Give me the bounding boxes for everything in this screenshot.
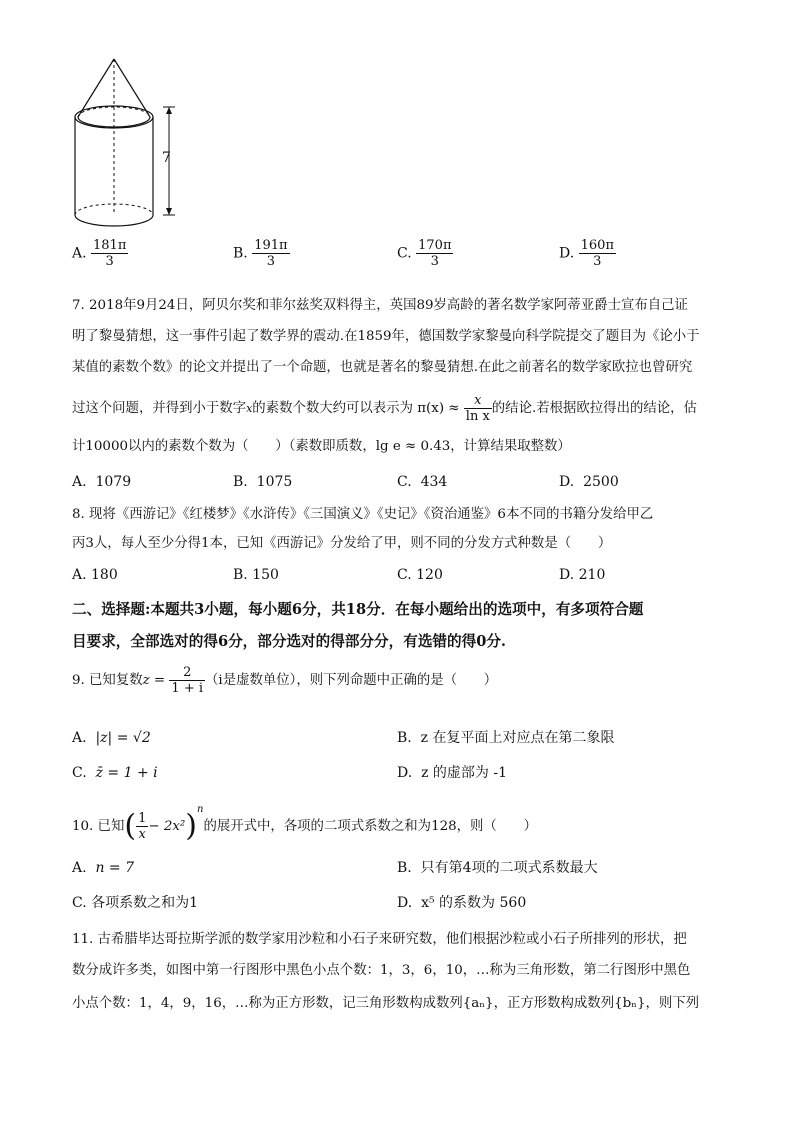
fraction: $\frac{x}{\text{ln x}}$ xyxy=(465,393,490,424)
q7-option-a[interactable]: A. 1079 xyxy=(72,474,132,490)
cone-cylinder-figure xyxy=(60,55,190,230)
q7-option-c[interactable]: C. 434 xyxy=(397,474,448,490)
q6-option-a[interactable] xyxy=(72,238,128,269)
fraction: $\frac{2}{1 + i}$ xyxy=(171,665,204,696)
q8-option-b[interactable]: B. 150 xyxy=(233,567,279,583)
q11-line-3: 小点个数：1，4，9，16，…称为正方形数，记三角形数构成数列{aₙ}，正方形数构成数列{bₙ}，则下列 xyxy=(72,996,700,1011)
section-2-heading-line-1: 二、选择题:本题共3小题，每小题6分，共18分．在每小题给出的选项中，有多项符合题 xyxy=(72,601,644,618)
section-2-heading-line-2: 目要求，全部选对的得6分，部分选对的得部分分，有选错的得0分. xyxy=(72,633,507,650)
figure-height-label: 7 xyxy=(162,150,171,166)
q7-line-4: 过这个问题，并得到小于数字x的素数个数大约可以表示为 π(x) ≈ $\frac{x}{\text{ln x}}$ 的结论.若根据欧拉得出的结论，估 xyxy=(72,393,697,424)
option-letter: C. xyxy=(397,245,412,262)
q9-stem: 9. 已知复数z = $\frac{2}{1 + i}$ （i是虚数单位），则下列命题中正确的是（ ） xyxy=(72,665,498,696)
q7-line-2: 明了黎曼猜想，这一事件引起了数学界的震动.在1859年，德国数学家黎曼向科学院提交了题目为《论小于 xyxy=(72,329,700,344)
q11-line-1: 11. 古希腊毕达哥拉斯学派的数学家用沙粒和小石子来研究数，他们根据沙粒或小石子所排列的形状，把 xyxy=(72,932,687,947)
pi-approx: π(x) ≈ xyxy=(417,401,460,416)
option-letter: A. xyxy=(72,245,87,262)
q9-option-c[interactable]: C. z̄ = 1 + i xyxy=(72,765,158,781)
option-letter: B. xyxy=(233,245,248,262)
option-letter: D. xyxy=(559,245,575,262)
q9-option-d[interactable]: D. z 的虚部为 -1 xyxy=(397,765,508,781)
q6-option-b[interactable] xyxy=(233,238,290,269)
q10-option-a[interactable]: A. n = 7 xyxy=(72,860,135,876)
fraction: $\frac{170\pi}{3}$ xyxy=(418,238,452,269)
q7-line-1: 7. 2018年9月24日，阿贝尔奖和菲尔兹奖双料得主，英国89岁高龄的著名数学家阿蒂亚爵士宣布自己证 xyxy=(72,298,688,313)
fraction: $\frac{160\pi}{3}$ xyxy=(580,238,614,269)
q9-option-a[interactable]: A. |z| = √2 xyxy=(72,730,151,746)
q6-option-c[interactable] xyxy=(397,238,453,269)
q11-line-2: 数分成许多类，如图中第一行图形中黑色小点个数：1，3，6，10，…称为三角形数，第二行图形中黑色 xyxy=(72,963,691,978)
q6-option-d[interactable] xyxy=(559,238,616,269)
q7-line-3: 某值的素数个数》的论文并提出了一个命题，也就是著名的黎曼猜想.在此之前著名的数学家欧拉也曾研究 xyxy=(72,360,693,375)
fraction: $\frac{1}{x}$ xyxy=(138,811,147,842)
fraction: $\frac{181\pi}{3}$ xyxy=(93,238,127,269)
q8-line-2: 丙3人，每人至少分得1本，已知《西游记》分发给了甲，则不同的分发方式种数是（ ） xyxy=(72,536,612,551)
q8-option-c[interactable]: C. 120 xyxy=(397,567,443,583)
q10-stem: 10. 已知( $\frac{1}{x}$ − 2x²)$^n$的展开式中，各项的二项式系数之和为128，则（ ） xyxy=(72,804,537,844)
fraction: $\frac{191\pi}{3}$ xyxy=(254,238,288,269)
q8-option-d[interactable]: D. 210 xyxy=(559,567,606,583)
q10-option-c[interactable]: C. 各项系数之和为1 xyxy=(72,895,199,911)
q7-line-5: 计10000以内的素数个数为（ ）（素数即质数，lg e ≈ 0.43，计算结果取整数） xyxy=(72,439,571,454)
q8-option-a[interactable]: A. 180 xyxy=(72,567,118,583)
q10-option-b[interactable]: B. 只有第4项的二项式系数最大 xyxy=(397,860,598,876)
q7-option-d[interactable]: D. 2500 xyxy=(559,474,619,490)
q10-option-d[interactable]: D. x⁵ 的系数为 560 xyxy=(397,895,527,911)
q7-option-b[interactable]: B. 1075 xyxy=(233,474,293,490)
q8-line-1: 8. 现将《西游记》《红楼梦》《水浒传》《三国演义》《史记》《资治通鉴》6本不同的书籍分发给甲乙 xyxy=(72,507,654,522)
q9-option-b[interactable]: B. z 在复平面上对应点在第二象限 xyxy=(397,730,615,746)
